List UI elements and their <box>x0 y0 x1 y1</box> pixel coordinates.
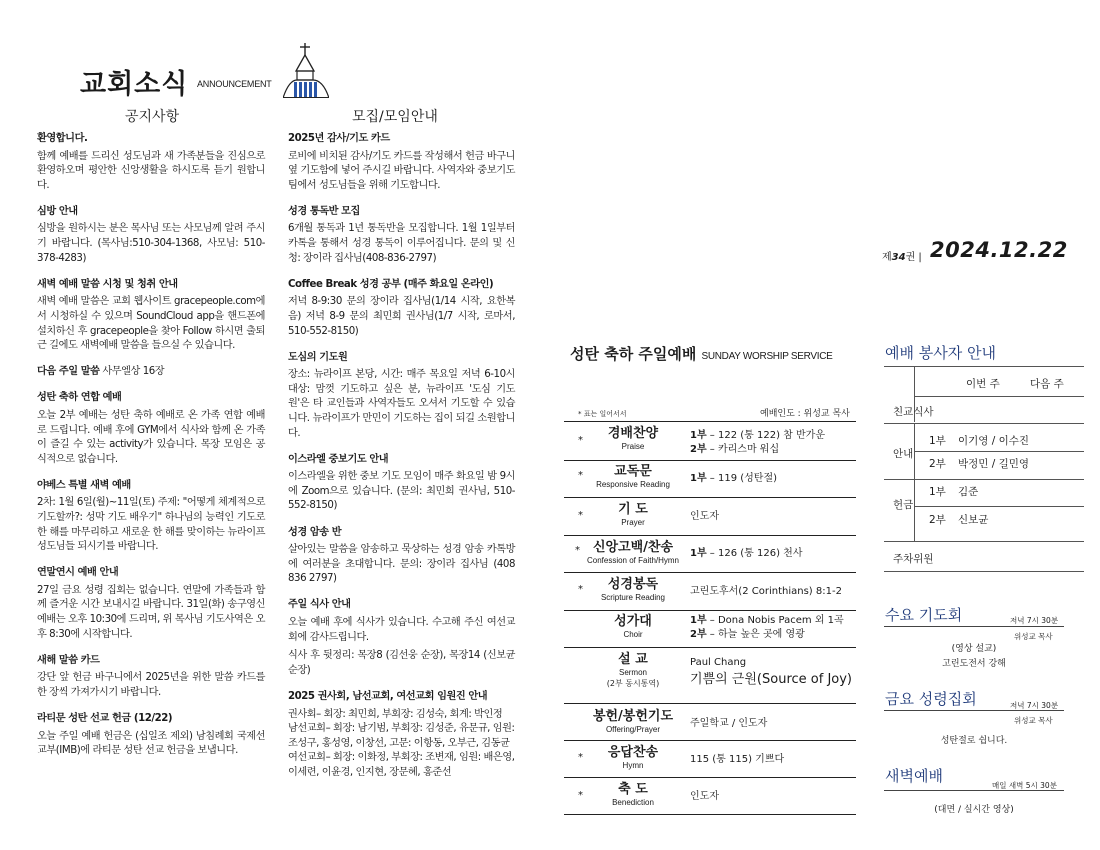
divider <box>564 497 856 498</box>
part-label: 1부 <box>690 473 707 484</box>
stand-marker: * <box>578 584 583 595</box>
order-name-en: Scripture Reading <box>600 593 666 602</box>
usher-part: 1부 <box>929 435 946 447</box>
order-name <box>574 577 692 603</box>
order-name-ko: 성가대 <box>614 614 652 629</box>
order-name-ko: 봉헌/봉헌기도 <box>592 709 674 724</box>
meeting-time: 매일 새벽 5시 30분 <box>992 781 1057 790</box>
part-text: – 하늘 높은 곳에 영광 <box>706 628 805 640</box>
dawn-service-title: 새벽예배 <box>885 767 943 785</box>
divider <box>564 703 856 704</box>
notice-title: 연말연시 예배 안내 <box>37 567 119 579</box>
divider <box>564 740 856 741</box>
recruit-item <box>288 278 515 339</box>
order-name-ko: 응답찬송 <box>607 745 659 760</box>
recruit-note: 식사 후 뒷정리: 목장8 (김선웅 순장), 목장14 (신보균 순장) <box>288 650 515 676</box>
meeting-detail: (영상 설교) <box>951 644 997 654</box>
worship-leader: 예배인도 : 위성교 목사 <box>760 409 850 419</box>
part-label: 1부 <box>690 430 707 441</box>
notice-body: 함께 예배를 드리신 성도님과 새 가족분들을 진심으로 환영하오며 평안한 신앙생활을 하시도록 듣기 원합니다. <box>37 150 265 191</box>
notice-title: 새해 말씀 카드 <box>37 654 100 666</box>
offering-name: 김준 <box>958 486 979 498</box>
wednesday-prayer-title: 수요 기도회 <box>885 606 963 624</box>
notice-item <box>37 205 265 266</box>
parking-label: 주차위원 <box>893 553 934 565</box>
part-text: – 126 (통 126) 천사 <box>706 548 803 559</box>
divider <box>564 421 856 422</box>
order-name-en: Confession of Faith/Hymn <box>586 556 680 565</box>
notice-body: 강단 앞 헌금 바구니에서 2025년을 위한 말씀 카드를 한 장씩 가져가시기 바랍니다. <box>37 672 265 698</box>
offering-part: 2부 <box>929 514 946 526</box>
order-name <box>574 540 692 566</box>
order-name-sub: (2부 동시통역) <box>606 679 660 688</box>
part-label: 2부 <box>690 443 707 455</box>
volume-prefix: 제 <box>882 252 892 263</box>
preacher: Paul Chang <box>690 657 747 668</box>
usher-label: 안내 <box>893 448 914 460</box>
recruit-body: 저녁 8-9:30 문의 장이라 집사님(1/14 시작, 요한복음) 저녁 8-9 문의 최민희 권사님(1/7 시작, 로마서, 510-552-8150) <box>288 296 515 337</box>
church-icon <box>283 42 329 98</box>
divider <box>914 451 1084 452</box>
notice-title: 다음 주일 말씀 <box>37 366 100 378</box>
recruit-title: 2025 권사회, 남선교회, 여선교회 임원진 안내 <box>288 690 488 702</box>
friday-meeting-title: 금요 성령집회 <box>885 690 977 708</box>
recruit-title: 2025년 감사/기도 카드 <box>288 133 390 144</box>
servants-title: 예배 봉사자 안내 <box>885 344 996 362</box>
order-name-en: Responsive Reading <box>596 480 670 489</box>
page-title: 교회소식 <box>80 69 189 100</box>
order-content: 인도자 <box>690 791 719 802</box>
meeting-leader: 위성교 목사 <box>1014 716 1053 725</box>
notice-title: 환영합니다. <box>37 133 88 144</box>
meeting-leader: 위성교 목사 <box>1014 632 1053 641</box>
order-name-ko: 설 교 <box>618 652 648 667</box>
recruit-body: 이스라엘을 위한 중보 기도 모임이 매주 화요일 밤 9시에 Zoom으로 있습니다. (문의: 최민희 권사님, 510-552-8150) <box>288 471 515 512</box>
part-text: – 122 (통 122) 참 반가운 <box>706 430 825 441</box>
part-label: 2부 <box>690 628 707 640</box>
stand-marker: * <box>575 545 580 556</box>
order-content <box>690 547 860 561</box>
meeting-detail: (대면 / 실시간 영상) <box>934 805 1014 815</box>
order-name-ko: 기 도 <box>618 502 648 517</box>
recruit-title: Coffee Break 성경 공부 (매주 화요일 온라인) <box>288 278 494 290</box>
order-content <box>690 429 860 456</box>
order-name-ko: 성경봉독 <box>607 577 659 592</box>
recruit-item <box>288 351 515 442</box>
divider <box>564 572 856 573</box>
divider <box>884 710 1064 711</box>
fellowship-label: 친교식사 <box>893 406 934 418</box>
part-text: – Dona Nobis Pacem 외 1곡 <box>706 615 844 626</box>
divider <box>564 535 856 536</box>
order-name <box>574 745 692 771</box>
order-content <box>690 656 860 686</box>
recruit-item <box>288 690 515 781</box>
worship-title-en: SUNDAY WORSHIP SERVICE <box>701 351 833 362</box>
offering-label: 헌금 <box>893 499 914 511</box>
notice-item <box>37 654 265 701</box>
offering-part: 1부 <box>929 486 946 498</box>
order-name <box>574 502 692 528</box>
volume-label <box>882 248 922 263</box>
recruit-body: 장소: 뉴라이프 본당, 시간: 매주 목요일 저녁 6-10시 대상: 맘껏 기도하고 싶은 분, 뉴라이프 '도심 기도원'은 타 교인들과 사역자들도 오셔서 기도할 수 있습니다. 뉴라이프가 만민이 기도하는 집이 되길 소원합니다. <box>288 369 515 439</box>
order-name <box>574 652 692 689</box>
notice-item <box>37 365 265 380</box>
stand-marker: * <box>578 510 583 521</box>
order-name-ko: 경배찬양 <box>607 426 659 441</box>
divider <box>884 541 1084 542</box>
order-content: 주일학교 / 인도자 <box>690 718 768 729</box>
recruit-title: 성경 암송 반 <box>288 526 342 538</box>
volume-number: 34 <box>891 252 906 263</box>
meeting-time: 저녁 7시 30분 <box>1010 701 1059 710</box>
divider <box>564 647 856 648</box>
order-name-en: Praise <box>621 442 645 451</box>
recruit-item <box>288 205 515 266</box>
stand-marker: * <box>578 470 583 481</box>
order-name-en: Sermon <box>618 668 647 677</box>
notice-item <box>37 712 265 759</box>
notice-title: 새벽 예배 말씀 시청 및 청취 안내 <box>37 278 178 290</box>
meeting-detail: 고린도전서 강해 <box>942 659 1006 669</box>
stand-marker: * <box>578 752 583 763</box>
recruit-body: 오늘 예배 후에 식사가 있습니다. 수고해 주신 여선교회에 감사드립니다. <box>288 617 515 643</box>
recruit-item <box>288 526 515 587</box>
divider <box>564 814 856 815</box>
order-name-ko: 축 도 <box>618 782 648 797</box>
offering-name: 신보균 <box>958 514 989 526</box>
recruit-body: 로비에 비치된 감사/기도 카드를 작성해서 헌금 바구니 옆 기도함에 넣어 주시길 바랍니다. 사역자와 중보기도팀에서 성도님들을 위해 기도합니다. <box>288 150 515 191</box>
order-name <box>574 782 692 808</box>
notice-item <box>37 479 265 555</box>
order-content <box>690 614 860 641</box>
divider <box>884 790 1064 791</box>
recruit-title: 성경 통독반 모집 <box>288 205 360 217</box>
standing-note: * 표는 일어서서 <box>578 410 627 418</box>
stand-marker: * <box>578 790 583 801</box>
recruit-heading: 모집/모임안내 <box>352 109 438 125</box>
notice-title: 야베스 특별 새벽 예배 <box>37 479 131 491</box>
divider <box>564 610 856 611</box>
notice-item <box>37 566 265 642</box>
page-subtitle: ANNOUNCEMENT <box>197 79 272 89</box>
order-name-en: Hymn <box>622 761 644 770</box>
meeting-detail: 성탄절로 쉽니다. <box>940 736 1008 746</box>
part-text: – 카리스마 워십 <box>706 443 780 455</box>
notice-body: 오늘 2부 예배는 성탄 축하 예배로 온 가족 연합 예배로 드립니다. 예배 후에 GYM에서 식사와 함께 온 가족이 즐길 수 있는 activity가 있습니다. 목장 모임은 공식적으로 없습니다. <box>37 409 265 465</box>
notice-item <box>37 132 265 193</box>
divider <box>914 506 1084 507</box>
part-label: 1부 <box>690 548 707 559</box>
volume-suffix: 권 | <box>905 252 922 263</box>
this-week-header: 이번 주 <box>966 378 1000 390</box>
recruit-item <box>288 598 515 678</box>
order-content: 인도자 <box>690 511 719 522</box>
order-name <box>574 709 692 735</box>
recruit-title: 주일 식사 안내 <box>288 599 351 611</box>
usher-names: 이기영 / 이수진 <box>958 435 1030 447</box>
notice-body: 2차: 1월 6일(월)~11일(토) 주제: "어떻게 체계적으로 기도할까?: 성막 기도 배우기" 하나님의 능력인 기도로 한 해를 마무리하고 새로운 한 해를 맞이하는 뉴라이프 성도님들 되시기를 바랍니다. <box>37 497 265 553</box>
next-week-header: 다음 주 <box>1030 378 1064 390</box>
meeting-time: 저녁 7시 30분 <box>1010 616 1059 625</box>
order-content: 고린도후서(2 Corinthians) 8:1-2 <box>690 586 842 597</box>
notice-title: 라티문 성탄 선교 헌금 (12/22) <box>37 713 173 724</box>
order-name-en: Benediction <box>612 798 654 807</box>
notice-item <box>37 391 265 467</box>
order-name-en: Offering/Prayer <box>605 725 661 734</box>
order-name <box>574 464 692 490</box>
notice-body: 오늘 주일 예배 헌금은 (십일조 제외) 남침례회 국제선교부(IMB)에 라티문 성탄 선교 헌금을 보냅니다. <box>37 730 265 757</box>
recruit-body: 6개월 통독과 1년 통독반을 모집합니다. 1월 1일부터 카톡을 통해서 성경 통독이 이루어집니다. 문의 및 신청: 장이라 집사님(408-836-2797) <box>288 223 515 264</box>
worship-title-ko: 성탄 축하 주일예배 <box>570 345 697 363</box>
order-content <box>690 472 860 486</box>
order-name-en: Prayer <box>621 518 645 527</box>
part-text: – 119 (성탄절) <box>706 473 778 484</box>
order-content: 115 (통 115) 기쁘다 <box>690 754 785 765</box>
divider <box>564 460 856 461</box>
divider <box>884 571 1084 572</box>
order-name-en: Choir <box>623 630 643 639</box>
part-label: 1부 <box>690 615 707 626</box>
notice-title: 심방 안내 <box>37 205 78 217</box>
recruit-title: 도심의 기도원 <box>288 351 348 363</box>
order-name-ko: 신앙고백/찬송 <box>592 540 674 555</box>
worship-title <box>570 343 833 364</box>
notices-heading: 공지사항 <box>125 109 180 125</box>
order-name <box>574 426 692 452</box>
notice-item <box>37 278 265 354</box>
recruit-item <box>288 132 515 193</box>
recruit-title: 이스라엘 중보기도 안내 <box>288 453 389 465</box>
notices-column <box>37 132 265 770</box>
recruit-body: 살아있는 말씀을 암송하고 묵상하는 성경 암송 카톡방에 여러분을 초대합니다. 문의: 장이라 집사님 (408 836 2797) <box>288 544 515 585</box>
divider <box>884 626 1064 627</box>
order-name-ko: 교독문 <box>614 464 652 479</box>
order-name <box>574 614 692 640</box>
usher-names: 박정민 / 길민영 <box>958 458 1030 470</box>
notice-body: 심방을 원하시는 분은 목사님 또는 사모님께 알려 주시기 바랍니다. (목사님:510-304-1368, 사모님: 510-378-4283) <box>37 223 265 264</box>
recruit-column <box>288 132 515 792</box>
divider <box>914 479 915 541</box>
notice-title: 성탄 축하 연합 예배 <box>37 392 122 404</box>
divider <box>914 396 1084 397</box>
notice-body: 새벽 예배 말씀은 교회 웹사이트 gracepeople.com에서 시청하실 수 있으며 SoundCloud app을 핸드폰에 설치하신 후 gracepeople을 찾아 Follow 하시면 출퇴근 길에도 새벽예배 말씀을 들으실 수 있습니다. <box>37 296 265 352</box>
notice-inline-body: 사무엘상 16장 <box>99 366 165 378</box>
sermon-title: 기쁨의 근원(Source of Joy) <box>690 671 852 687</box>
recruit-item <box>288 453 515 514</box>
stand-marker: * <box>578 435 583 446</box>
recruit-body: 권사회– 회장: 최민희, 부회장: 김성숙, 회계: 박인정 남선교회– 회장: 남기범, 부회장: 김성준, 유문규, 임원: 조성구, 홍성영, 이창선, 고문: 이항동, 오부근, 김동균 여선교회– 회장: 이화정, 부회장: 조변재, 임원: 배은영, 이세련, 이윤경, 인지현, 장문혜, 홍준선 <box>288 708 515 778</box>
notice-body: 27일 금요 성령 집회는 없습니다. 연말에 가족들과 함께 즐거운 시간 보내시길 바랍니다. 31일(화) 송구영신 예배는 오후 10:30에 드리며, 위 목사님 기도사역은 오후 8:30에 시작합니다. <box>37 584 265 640</box>
divider <box>564 777 856 778</box>
usher-part: 2부 <box>929 458 946 470</box>
publish-date: 2024.12.22 <box>930 238 1068 262</box>
